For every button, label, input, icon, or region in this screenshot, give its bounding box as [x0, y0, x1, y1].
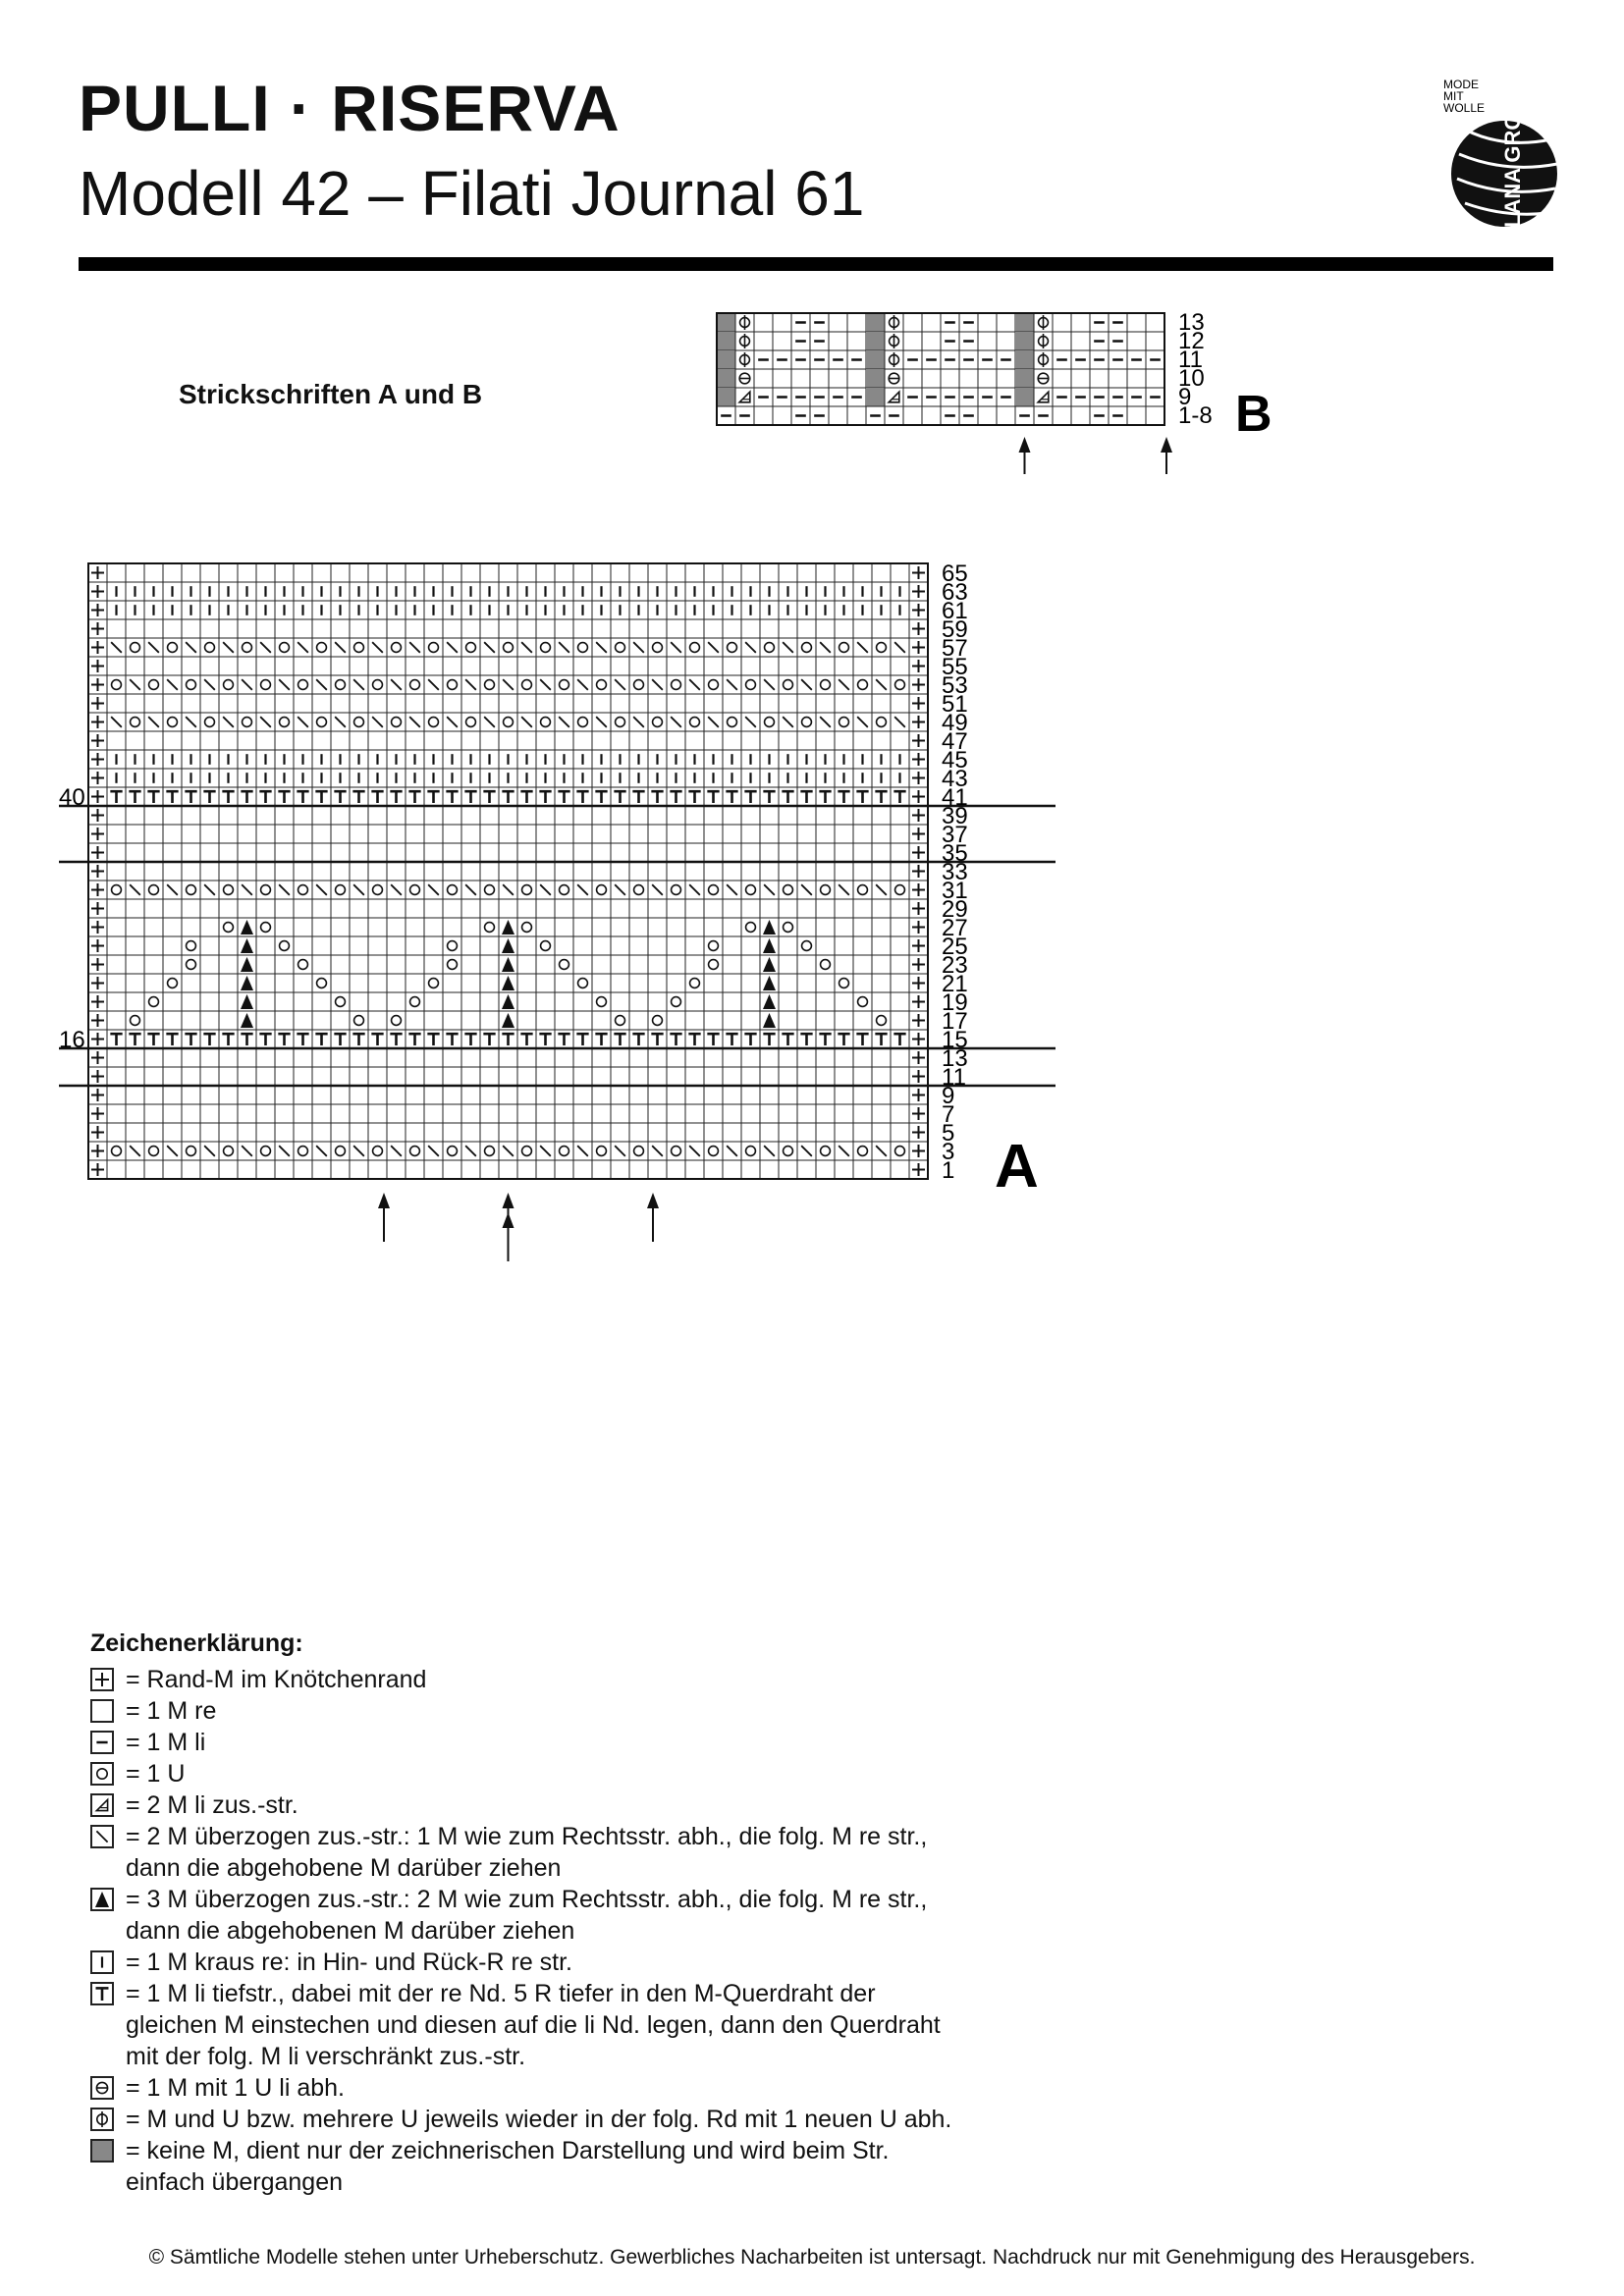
- legend-item: [90, 1695, 1072, 1727]
- legend-text: = 2 M überzogen zus.-str.: 1 M wie zum Rechtsstr. abh., die folg. M re str., dann die abgehobene M darüber ziehen: [126, 1823, 928, 1882]
- chart-a-row-label: 31: [942, 878, 968, 904]
- legend-item: [90, 1789, 1072, 1821]
- chart-a-row-label: 27: [942, 915, 968, 941]
- chart-a-row-label: 49: [942, 710, 968, 736]
- chart-b-row-label: 13: [1178, 309, 1205, 336]
- chart-b-row-label: 11: [1178, 347, 1203, 373]
- chart-a-row-label: 29: [942, 896, 968, 923]
- chart-a-row-label: 11: [942, 1064, 966, 1091]
- chart-a-row-label: 33: [942, 859, 968, 885]
- page-subtitle: Modell 42 – Filati Journal 61: [79, 158, 865, 229]
- chart-a-row-label: 41: [942, 784, 968, 811]
- repeat-arrow: [1019, 437, 1031, 474]
- chart-b-letter: B: [1235, 386, 1272, 443]
- chart-b: [707, 309, 1492, 535]
- chart-a-row-label: 15: [942, 1027, 968, 1053]
- legend-text: = 1 M mit 1 U li abh.: [126, 2074, 345, 2102]
- chart-a-row-label: 5: [942, 1120, 955, 1147]
- chart-a-row-label: 39: [942, 803, 968, 829]
- legend-text: = Rand-M im Knötchenrand: [126, 1666, 427, 1693]
- chart-a-row-label: 19: [942, 989, 968, 1016]
- chart-a-row-label: 3: [942, 1139, 955, 1165]
- logo-line-3: WOLLE: [1443, 101, 1486, 115]
- knit-icon: [90, 1699, 114, 1723]
- drop-stitch-icon: [90, 1982, 114, 2005]
- sk2p-icon: [90, 1888, 114, 1911]
- chart-a-row-label: 53: [942, 672, 968, 699]
- logo-brand: LANA GROSSA: [1500, 71, 1525, 228]
- legend-item: [90, 1758, 1072, 1789]
- chart-a-left-label: 40: [59, 784, 85, 811]
- legend-item: [90, 1727, 1072, 1758]
- copyright-footer: © Sämtliche Modelle stehen unter Urheberschutz. Gewerbliches Nacharbeiten ist untersagt. Nachdruck nur mit Genehmigung des Herausgebers.: [148, 2246, 1476, 2269]
- legend-text: = 1 M kraus re: in Hin- und Rück-R re str.: [126, 1949, 573, 1976]
- chart-a-row-label: 45: [942, 747, 968, 774]
- chart-a-row-label: 65: [942, 561, 968, 587]
- chart-b-row-label: 10: [1178, 365, 1205, 392]
- p2tog-icon: [90, 1793, 114, 1817]
- logo-line-2: MIT: [1443, 89, 1464, 103]
- legend-title: Zeichenerklärung:: [90, 1629, 303, 1657]
- charts-heading: Strickschriften A und B: [179, 379, 483, 409]
- chart-b-row-label: 9: [1178, 384, 1192, 410]
- legend-text: = 1 U: [126, 1760, 186, 1788]
- legend: [90, 1629, 1072, 2198]
- yarn-over-icon: [90, 1762, 114, 1786]
- slip-yo-icon: [90, 2076, 114, 2100]
- legend-item: [90, 1947, 1072, 1978]
- chart-a-row-label: 47: [942, 728, 968, 755]
- chart-a-row-label: 51: [942, 691, 968, 718]
- chart-a-row-label: 43: [942, 766, 968, 792]
- chart-a-left-label: 16: [59, 1027, 85, 1053]
- chart-a-row-label: 55: [942, 654, 968, 680]
- chart-a-row-label: 35: [942, 840, 968, 867]
- chart-a-row-label: 7: [942, 1101, 955, 1128]
- chart-a-row-label: 63: [942, 579, 968, 606]
- repeat-arrow: [647, 1193, 659, 1242]
- legend-item: [90, 2104, 1072, 2135]
- legend-text: = 2 M li zus.-str.: [126, 1791, 298, 1819]
- legend-item: [90, 1978, 1072, 2072]
- no-stitch-icon: [90, 2139, 114, 2163]
- brand-logo: [1426, 71, 1563, 238]
- repeat-arrow: [503, 1193, 514, 1261]
- legend-text: = 1 M li: [126, 1729, 206, 1756]
- legend-text: = M und U bzw. mehrere U jeweils wieder in der folg. Rd mit 1 neuen U abh.: [126, 2106, 952, 2133]
- legend-item: [90, 2072, 1072, 2104]
- repeat-arrow: [1161, 437, 1172, 474]
- slip-stitch-yo-icon: [90, 2108, 114, 2131]
- legend-item: [90, 1821, 1072, 1884]
- chart-a-row-label: 61: [942, 598, 968, 624]
- edge-stitch-icon: [90, 1668, 114, 1691]
- chart-b-row-label: 1-8: [1178, 402, 1213, 429]
- header-rule: [79, 257, 1553, 271]
- repeat-arrow: [378, 1193, 390, 1242]
- chart-a-row-label: 23: [942, 952, 968, 979]
- legend-item: [90, 1664, 1072, 1695]
- chart-a-row-label: 25: [942, 934, 968, 960]
- garter-icon: [90, 1950, 114, 1974]
- chart-a-row-label: 1: [942, 1157, 955, 1184]
- legend-text: = 1 M re: [126, 1697, 217, 1725]
- logo-line-1: MODE: [1443, 78, 1479, 91]
- legend-item: [90, 1884, 1072, 1947]
- legend-text: = keine M, dient nur der zeichnerischen Darstellung und wird beim Str. einfach übergangen: [126, 2137, 890, 2196]
- skp-icon: [90, 1825, 114, 1848]
- chart-a-row-label: 57: [942, 635, 968, 662]
- chart-b-grid: [717, 313, 1164, 425]
- chart-a-row-label: 13: [942, 1045, 968, 1072]
- chart-a-row-label: 9: [942, 1083, 955, 1109]
- chart-a-row-label: 17: [942, 1008, 968, 1035]
- purl-icon: [90, 1731, 114, 1754]
- chart-a-row-label: 37: [942, 822, 968, 848]
- legend-text: = 3 M überzogen zus.-str.: 2 M wie zum Rechtsstr. abh., die folg. M re str., dann die abgehobenen M darüber ziehen: [126, 1886, 928, 1945]
- chart-a-row-label: 59: [942, 616, 968, 643]
- legend-text: = 1 M li tiefstr., dabei mit der re Nd. 5 R tiefer in den M-Querdraht der gleichen M einstechen und diesen auf die li Nd. legen, dann den Querdraht mit der folg. M li verschränkt zus.-str.: [126, 1980, 941, 2070]
- chart-a-row-label: 21: [942, 971, 968, 997]
- chart-b-row-label: 12: [1178, 328, 1205, 354]
- chart-a-letter: A: [995, 1133, 1039, 1201]
- legend-item: [90, 2135, 1072, 2198]
- page-title: PULLI · RISERVA: [79, 72, 621, 144]
- chart-a: [59, 560, 1571, 1600]
